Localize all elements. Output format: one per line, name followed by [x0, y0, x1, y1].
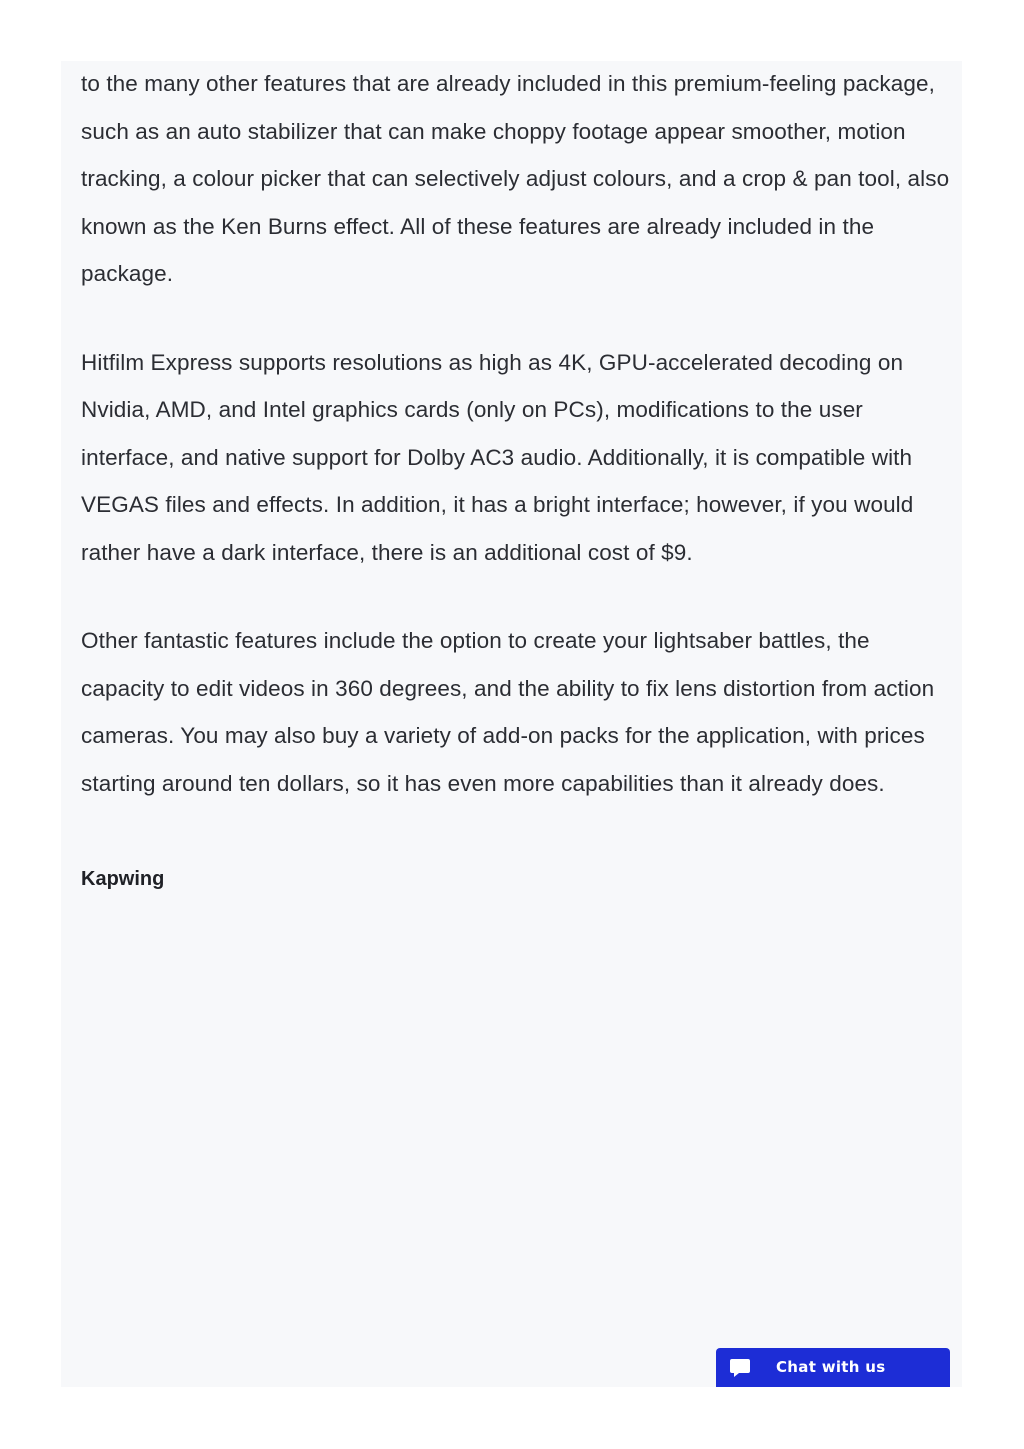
- article-card: [61, 61, 962, 1387]
- article-body: [81, 61, 951, 893]
- chat-bubble-icon: [728, 1356, 752, 1380]
- article-paragraph: Hitfilm Express supports resolutions as high as 4K, GPU-accelerated decoding on Nvidia, AMD, and Intel graphics cards (only on PCs), modifications to the user interface, and native support for Dolby AC3 audio. Additionally, it is compatible with VEGAS files and effects. In addition, it has a bright interface; however, if you would rather have a dark interface, there is an additional cost of $9.: [81, 349, 914, 565]
- chat-with-us-label: Chat with us: [776, 1358, 886, 1376]
- chat-with-us-button[interactable]: [716, 1348, 950, 1387]
- article-paragraph: to the many other features that are already included in this premium-feeling package, such as an auto stabilizer that can make choppy footage appear smoother, motion tracking, a colour picker that can selectively adjust colours, and a crop & pan tool, also known as the Ken Burns effect. All of these features are already included in the package.: [81, 71, 950, 286]
- article-paragraph: Other fantastic features include the option to create your lightsaber battles, the capacity to edit videos in 360 degrees, and the ability to fix lens distortion from action cameras. You may also buy a variety of add-on packs for the application, with prices starting around ten dollars, so it has even more capabilities than it already does.: [81, 628, 935, 796]
- section-heading: Kapwing: [81, 868, 165, 890]
